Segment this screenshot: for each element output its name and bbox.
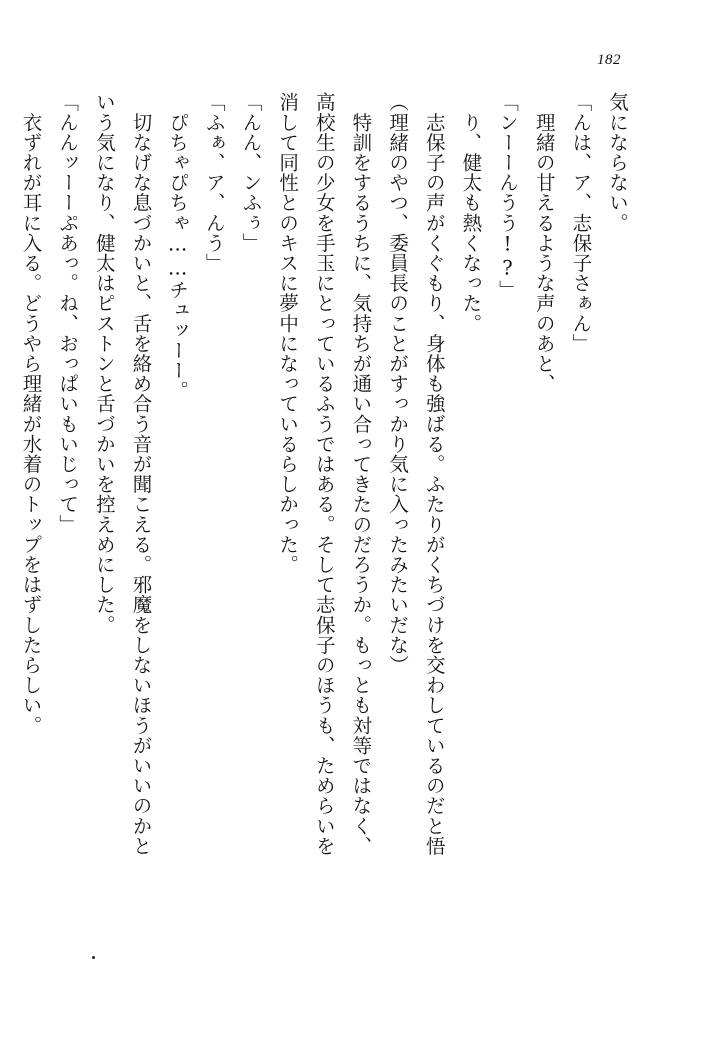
paragraph: 高校生の少女を手玉にとっているふうではある。そして志保子のほうも、ためらいを (312, 92, 336, 856)
page-speck (92, 956, 95, 959)
paragraph: 「んんッーーぷあっ。ね、おっぱいもいじって」 (56, 92, 80, 535)
paragraph: いう気になり、健太はピストンと舌づかいを控えめにした。 (92, 92, 116, 635)
paragraph: （理緒のやつ、委員長のことがすっかり気に入ったみたいだな） (386, 92, 410, 675)
page-number: 182 (597, 52, 621, 68)
paragraph: 志保子の声がくぐもり、身体も強ばる。ふたりがくちづけを交わしているのだと悟 (422, 92, 446, 856)
paragraph: 「ンーーんうう!?」 (496, 92, 520, 300)
paragraph: 特訓をするうちに、気持ちが通い合ってきたのだろうか。もっとも対等ではなく、 (349, 92, 373, 856)
paragraph: 「んん、ンふぅ」 (239, 92, 263, 253)
paragraph: ぴちゃぴちゃ……チュッーー。 (166, 92, 190, 401)
paragraph: 消して同性とのキスに夢中になっているらしかった。 (276, 92, 300, 575)
paragraph: 衣ずれが耳に入る。どうやら理緒が水着のトップをはずしたらしい。 (19, 92, 43, 736)
paragraph: り、健太も熱くなった。 (459, 92, 483, 334)
paragraph: 「ふぁ、ア、んう」 (202, 92, 226, 273)
paragraph: 理緒の甘えるような声のあと、 (532, 92, 556, 394)
paragraph: 気にならない。 (606, 92, 629, 233)
paragraph: 「んは、ア、志保子さぁん」 (569, 92, 593, 354)
body-text (19, 92, 635, 952)
paragraph: 切なげな息づかいと、舌を絡め合う音が聞こえる。邪魔をしないほうがいいのかと (129, 92, 153, 856)
